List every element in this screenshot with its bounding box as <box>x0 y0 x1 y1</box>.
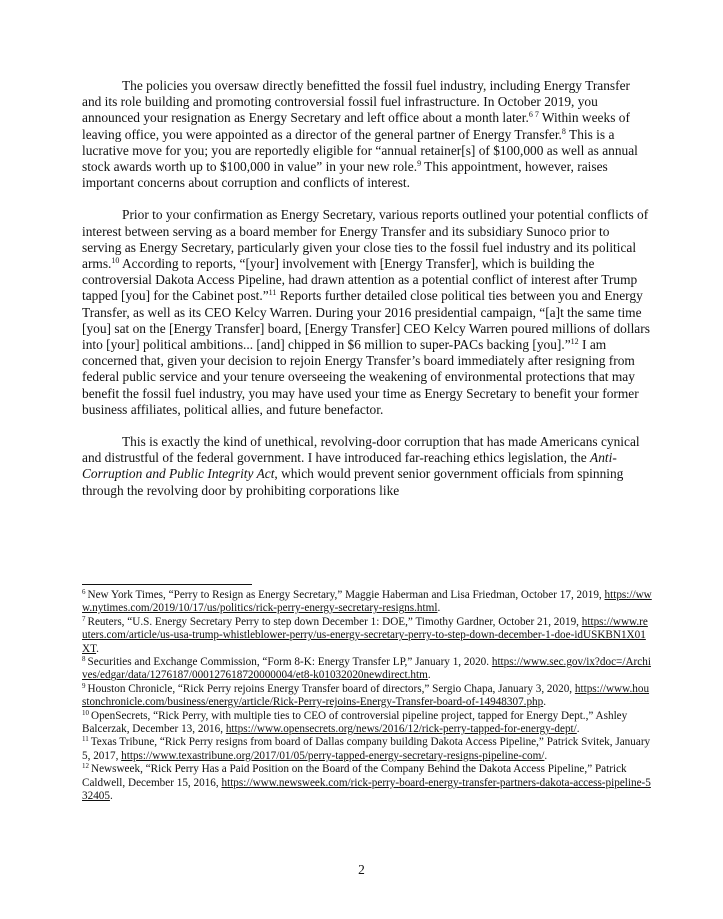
footnote-tail: . <box>109 790 113 803</box>
footnote-tail: . <box>543 696 547 709</box>
paragraph-1-text: This appointment, however, raises important concerns about corruption and conflicts of interest. <box>82 159 608 191</box>
footnote-tail: . <box>544 749 548 762</box>
paragraph-2-text: Prior to your confirmation as Energy Secretary, various reports outlined your potential conflicts of interest between serving as a board member for Energy Transfer and its subsidiary Sunoco prior to serving as Energy Secretary, particularly given your close ties to the fossil fuel industry and its political arms. <box>82 207 649 272</box>
footnote <box>82 616 652 656</box>
footnote-divider <box>82 584 252 585</box>
footnote-ref[interactable]: 6 7 <box>528 110 539 120</box>
footnote-number: 6 <box>82 588 86 596</box>
footnote-number: 7 <box>82 614 86 623</box>
footnote <box>82 589 652 616</box>
footnote <box>82 763 652 803</box>
footnote-text: Houston Chronicle, “Rick Perry rejoins Energy Transfer board of directors,” Sergio Chapa, January 3, 2020, <box>87 682 575 695</box>
footnote-text: New York Times, “Perry to Resign as Energy Secretary,” Maggie Haberman and Lisa Friedman, October 17, 2019, <box>87 589 605 601</box>
footnote-link[interactable]: https://www.opensecrets.org/news/2016/12/rick-perry-tapped-for-energy-dept/ <box>225 723 577 736</box>
paragraph-2-text: According to reports, “[your] involvement with [Energy Transfer], which is building the controversial Dakota Access Pipeline, had drawn attention as a potential conflict of interest after Trump tapped [you] for the Cabinet post.” <box>82 256 638 304</box>
footnote-link[interactable]: https://www.newsweek.com/rick-perry-board-energy-transfer-partners-dakota-access-pipeline-532405 <box>82 776 651 803</box>
paragraph-3-text: This is exactly the kind of unethical, revolving-door corruption that has made Americans cynical and distrustful of the federal government. I have introduced far-reaching ethics legislation, the <box>82 434 640 466</box>
footnote <box>82 683 652 710</box>
footnote <box>82 710 652 737</box>
page-number: 2 <box>358 862 365 877</box>
footnote-ref[interactable]: 12 <box>570 337 579 347</box>
footnote-link[interactable]: https://www.sec.gov/ix?doc=/Archives/edgar/data/1276187/000127618720000004/et8-k01032020newdirect.htm <box>82 656 651 682</box>
paragraph-3-text: , which would prevent senior government officials from spinning through the revolving door by prohibiting corporations like <box>82 466 624 498</box>
footnote-text: OpenSecrets, “Rick Perry, with multiple ties to CEO of controversial pipeline project, tapped for Energy Dept.,” Ashley Balcerzak, December 13, 2016, <box>82 709 628 736</box>
footnote-text: Texas Tribune, “Rick Perry resigns from board of Dallas company building Dakota Access Pipeline,” Patrick Svitek, January 5, 2017, <box>82 736 651 762</box>
letter-body <box>82 78 652 515</box>
footnote-number: 12 <box>82 762 89 771</box>
footnote-ref[interactable]: 11 <box>268 288 277 298</box>
footnote-ref[interactable]: 8 <box>561 126 566 136</box>
footnote-number: 11 <box>82 735 89 744</box>
footnote <box>82 736 652 763</box>
footnote-tail: . <box>437 602 441 615</box>
footnote-link[interactable]: https://www.reuters.com/article/us-usa-trump-whistleblower-perry/us-energy-secretary-perry-to-step-down-december-1-doe-idUSKBN1X01XT <box>82 615 648 655</box>
footnote-text: Reuters, “U.S. Energy Secretary Perry to step down December 1: DOE,” Timothy Gardner, October 21, 2019, <box>87 615 582 628</box>
paragraph-1-text: Within weeks of leaving office, you were appointed as a director of the general partner of Energy Transfer. <box>82 110 630 142</box>
footnote-text: Securities and Exchange Commission, “Form 8-K: Energy Transfer LP,” January 1, 2020. <box>87 656 492 669</box>
footnote-tail: . <box>96 642 99 655</box>
footnote-link[interactable]: https://www.houstonchronicle.com/business/energy/article/Rick-Perry-rejoins-Energy-Transfer-board-of-14948307.php <box>82 682 650 709</box>
footnote-link[interactable]: https://www.nytimes.com/2019/10/17/us/politics/rick-perry-energy-secretary-resigns.html <box>82 589 652 615</box>
paragraph-2 <box>82 207 652 418</box>
footnote-text: Newsweek, “Rick Perry Has a Paid Position on the Board of the Company Behind the Dakota Access Pipeline,” Patrick Caldwell, December 15, 2016, <box>82 763 627 789</box>
footnote-number: 9 <box>82 681 86 690</box>
footnote <box>82 656 652 683</box>
paragraph-1-text: The policies you oversaw directly benefitted the fossil fuel industry, including Energy Transfer and its role building and promoting controversial fossil fuel infrastructure. In October 2019, you announced your resignation as Energy Secretary and left office about a month later. <box>82 78 630 126</box>
footnote-tail: . <box>576 723 580 736</box>
paragraph-2-text: I am concerned that, given your decision to rejoin Energy Transfer’s board immediately after resigning from federal public service and your tenure overseeing the weakening of environmental protections that may benefit the fossil fuel industry, you may have used your time as Energy Secretary to benefit your former business affiliates, political allies, and future benefactor. <box>82 337 639 417</box>
footnote-number: 10 <box>82 708 89 717</box>
paragraph-1-text: This is a lucrative move for you; you are reportedly eligible for “annual retainer[s] of $100,000 as well as annual stock awards worth up to $100,000 in value” in your new role. <box>82 126 638 175</box>
footnote-link[interactable]: https://www.texastribune.org/2017/01/05/perry-tapped-energy-secretary-resigns-pipeline-com/ <box>121 749 545 762</box>
footnote-tail: . <box>427 669 431 682</box>
paragraph-1 <box>82 78 652 191</box>
paragraph-2-text: Reports further detailed close political ties between you and Energy Transfer, as well as its CEO Kelcy Warren. During your 2016 presidential campaign, “[a]t the same time [you] sat on the [Energy Transfer] board, [Energy Transfer] CEO Kelcy Warren poured millions of dollars into [your] political ambitions... [and] chipped in $6 million to super-PACs backing [you].” <box>82 288 650 353</box>
footnote-ref[interactable]: 10 <box>111 256 120 266</box>
footnote-ref[interactable]: 9 <box>417 159 422 169</box>
paragraph-3 <box>82 434 652 499</box>
act-title: Anti-Corruption and Public Integrity Act <box>82 450 617 482</box>
footnotes <box>82 589 652 804</box>
footnote-number: 8 <box>82 655 86 664</box>
